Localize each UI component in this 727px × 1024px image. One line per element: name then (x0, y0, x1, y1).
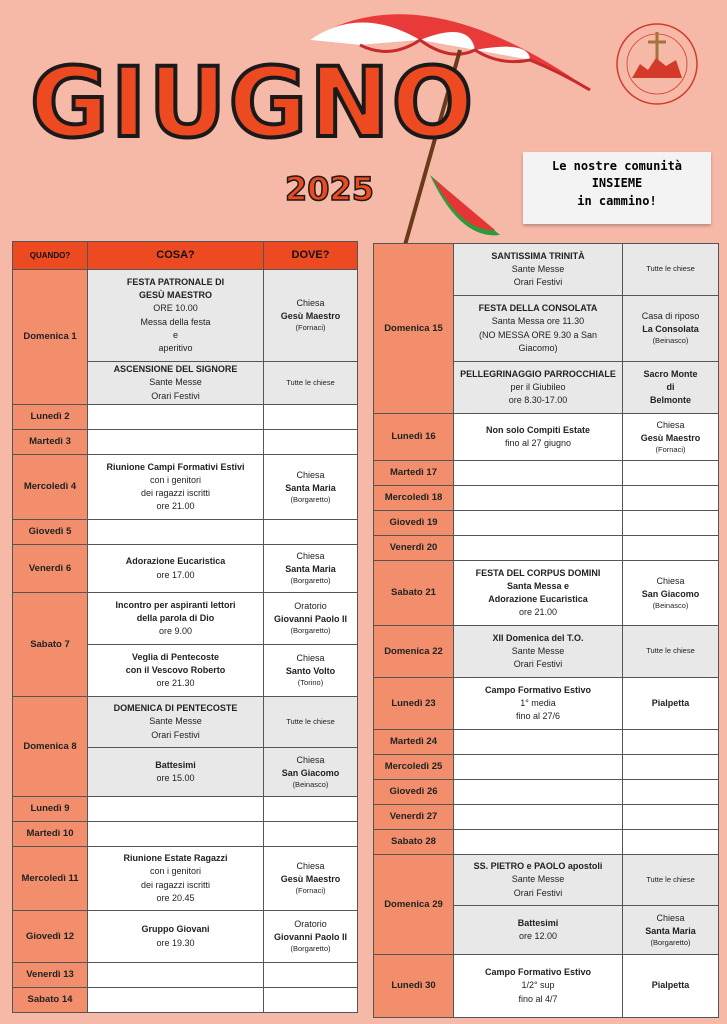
location-line: Chiesa (296, 551, 325, 562)
event-location (623, 755, 719, 780)
location-line: Gesù Maestro (280, 311, 341, 322)
event-line: Orari Festivi (513, 887, 563, 898)
event-description (454, 906, 623, 955)
table-row (374, 755, 719, 780)
event-line: per il Giubileo (510, 381, 566, 392)
event-description (454, 461, 623, 486)
event-line: Santa Messa e (506, 580, 570, 591)
event-description (454, 805, 623, 830)
table-row (13, 405, 358, 430)
schedule-table-right (373, 243, 719, 1018)
day-cell: Venerdì 13 (13, 963, 88, 988)
event-description (88, 430, 264, 455)
day-cell: Giovedì 26 (374, 780, 454, 805)
event-location (623, 244, 719, 296)
table-row (13, 545, 358, 593)
day-cell: Lunedì 16 (374, 414, 454, 461)
event-description (454, 561, 623, 626)
event-line: Sante Messe (511, 874, 565, 885)
event-location (264, 911, 358, 963)
event-description (454, 730, 623, 755)
location-line: (Borgaretto) (290, 576, 331, 586)
event-line: Riunione Campi Formativi Estivi (106, 461, 245, 472)
event-location (623, 414, 719, 461)
event-line: Messa della festa (140, 316, 211, 327)
event-description (88, 455, 264, 520)
day-cell: Venerdì 6 (13, 545, 88, 593)
location-line: La Consolata (642, 324, 699, 335)
event-description (454, 955, 623, 1018)
day-cell: Lunedì 23 (374, 678, 454, 730)
location-line: (Torino) (297, 678, 324, 688)
table-row (374, 414, 719, 461)
event-line: Orari Festivi (151, 390, 200, 401)
location-line: Santa Maria (645, 925, 696, 936)
table-row (374, 244, 719, 296)
event-line: Adorazione Eucaristica (125, 556, 226, 567)
event-line: FESTA DEL CORPUS DOMINI (475, 567, 601, 578)
day-cell: Lunedì 2 (13, 405, 88, 430)
location-line: (Fornaci) (295, 886, 326, 896)
table-row (13, 963, 358, 988)
event-line: della parola di Dio (136, 612, 215, 623)
event-line: Riunione Estate Ragazzi (123, 853, 228, 864)
event-line: Adorazione Eucaristica (488, 594, 588, 604)
day-cell: Giovedì 5 (13, 520, 88, 545)
event-line: FESTA PATRONALE DI (126, 277, 225, 288)
event-line: ore 12.00 (518, 931, 558, 941)
event-description (88, 593, 264, 645)
event-line: GESÙ MAESTRO (138, 290, 212, 301)
event-description (88, 270, 264, 362)
event-description (88, 545, 264, 593)
event-description (454, 296, 623, 362)
event-line: Gruppo Giovani (141, 924, 210, 935)
event-location (264, 593, 358, 645)
schedule-table-left (12, 241, 358, 1013)
location-line: Belmonte (649, 395, 691, 406)
note-line-3: in cammino! (577, 193, 657, 208)
location-line: Chiesa (656, 575, 685, 586)
location-line: Santo Volto (285, 666, 336, 677)
location-line: (Borgaretto) (290, 944, 331, 954)
event-location (264, 697, 358, 748)
event-description (88, 362, 264, 405)
event-description (454, 486, 623, 511)
event-location (264, 545, 358, 593)
location-line: Tutte le chiese (646, 264, 695, 274)
event-description (88, 645, 264, 697)
event-line: FESTA DELLA CONSOLATA (478, 303, 598, 314)
event-description (454, 678, 623, 730)
day-cell: Martedì 24 (374, 730, 454, 755)
table-row (374, 955, 719, 1018)
location-line: (Beinasco) (652, 336, 689, 346)
day-cell: Martedì 10 (13, 822, 88, 847)
event-location (264, 645, 358, 697)
location-line: (Borgaretto) (290, 494, 331, 504)
event-location (264, 847, 358, 911)
event-location (623, 536, 719, 561)
location-line: Chiesa (296, 298, 325, 309)
event-location (264, 797, 358, 822)
event-line: Sante Messe (511, 645, 565, 656)
event-description (454, 626, 623, 678)
location-line: Chiesa (296, 653, 325, 664)
event-location (623, 461, 719, 486)
table-row (13, 520, 358, 545)
event-location (623, 730, 719, 755)
day-cell: Martedì 17 (374, 461, 454, 486)
day-cell: Giovedì 19 (374, 511, 454, 536)
event-line: dei ragazzi iscritti (140, 488, 211, 498)
event-location (623, 855, 719, 906)
location-line: di (666, 381, 675, 392)
location-line: Gesù Maestro (280, 874, 341, 885)
event-line: con i genitori (149, 866, 202, 877)
event-line: con i genitori (149, 474, 202, 485)
table-row (13, 911, 358, 963)
event-line: Sante Messe (149, 716, 202, 727)
event-line: PELLEGRINAGGIO PARROCCHIALE (460, 368, 616, 379)
event-description (88, 822, 264, 847)
location-line: (Fornaci) (295, 323, 326, 333)
location-line: Oratorio (294, 919, 327, 930)
location-line: San Giacomo (641, 588, 700, 599)
day-cell: Mercoledì 11 (13, 847, 88, 911)
event-line: 1° media (520, 697, 556, 708)
event-description (88, 405, 264, 430)
event-location (623, 511, 719, 536)
table-row (374, 730, 719, 755)
table-row (13, 455, 358, 520)
table-row (374, 536, 719, 561)
day-cell: Giovedì 12 (13, 911, 88, 963)
event-description (88, 797, 264, 822)
event-location (264, 748, 358, 797)
location-line: Giovanni Paolo II (273, 932, 347, 943)
event-location (623, 805, 719, 830)
header-when: QUANDO? (13, 242, 88, 270)
event-line: fino al 4/7 (518, 993, 558, 1004)
event-line: Battesimi (155, 759, 196, 770)
location-line: Tutte le chiese (286, 377, 335, 387)
table-row (13, 270, 358, 362)
location-line: Giovanni Paolo II (273, 614, 347, 625)
event-description (454, 244, 623, 296)
location-line: Santa Maria (285, 482, 336, 493)
event-location (264, 362, 358, 405)
event-line: Giacomo) (518, 342, 558, 353)
event-description (88, 988, 264, 1013)
event-line: Orari Festivi (513, 659, 563, 670)
day-cell: Venerdì 27 (374, 805, 454, 830)
location-line: (Borgaretto) (650, 937, 691, 947)
day-cell: Lunedì 9 (13, 797, 88, 822)
event-description (454, 855, 623, 906)
day-cell: Lunedì 30 (374, 955, 454, 1018)
event-line: ore 19.30 (156, 937, 195, 948)
event-location (264, 430, 358, 455)
event-location (623, 678, 719, 730)
event-line: (NO MESSA ORE 9.30 a San (478, 329, 598, 340)
event-line: Orari Festivi (151, 729, 200, 740)
event-location (623, 486, 719, 511)
header-where: DOVE? (264, 242, 358, 270)
location-line: Tutte le chiese (286, 716, 335, 726)
event-location (623, 830, 719, 855)
table-row (374, 780, 719, 805)
event-location (623, 780, 719, 805)
day-cell: Domenica 8 (13, 697, 88, 797)
note-line-2: INSIEME (591, 176, 643, 191)
location-line: Chiesa (296, 861, 325, 872)
event-description (88, 911, 264, 963)
event-line: ore 8.30-17.00 (508, 395, 568, 406)
event-line: SANTISSIMA TRINITÀ (491, 250, 585, 261)
event-line: ore 17.00 (156, 569, 195, 580)
event-line: con il Vescovo Roberto (125, 664, 226, 675)
location-line: Chiesa (656, 419, 685, 430)
event-description (88, 963, 264, 988)
event-location (623, 561, 719, 626)
location-line: Chiesa (296, 754, 325, 765)
event-location (264, 405, 358, 430)
table-row (13, 430, 358, 455)
day-cell: Sabato 7 (13, 593, 88, 697)
event-description (454, 536, 623, 561)
event-line: dei ragazzi iscritti (140, 879, 211, 890)
location-line: Pialpetta (651, 697, 690, 708)
event-line: e (172, 329, 178, 340)
day-cell: Martedì 3 (13, 430, 88, 455)
day-cell: Sabato 14 (13, 988, 88, 1013)
location-line: (Borgaretto) (290, 626, 331, 636)
event-location (623, 362, 719, 414)
event-location (623, 955, 719, 1018)
location-line: Sacro Monte (643, 368, 698, 379)
event-line: 1/2° sup (521, 980, 555, 991)
location-line: Pialpetta (651, 980, 690, 991)
parish-logo (610, 12, 705, 117)
event-description (454, 511, 623, 536)
event-description (454, 780, 623, 805)
event-location (264, 270, 358, 362)
location-line: Gesù Maestro (640, 432, 701, 443)
table-row (13, 847, 358, 911)
page-title: GIUGNO (30, 47, 476, 159)
event-line: Non solo Compiti Estate (485, 424, 590, 435)
event-description (454, 755, 623, 780)
table-row (374, 626, 719, 678)
location-line: Santa Maria (285, 564, 336, 575)
day-cell: Domenica 15 (374, 244, 454, 414)
event-location (623, 626, 719, 678)
day-cell: Domenica 22 (374, 626, 454, 678)
header-what: COSA? (88, 242, 264, 270)
location-line: San Giacomo (281, 767, 340, 778)
event-description (454, 830, 623, 855)
event-location (264, 520, 358, 545)
day-cell: Mercoledì 25 (374, 755, 454, 780)
event-description (88, 520, 264, 545)
table-row (13, 593, 358, 645)
day-cell: Domenica 1 (13, 270, 88, 405)
table-row (374, 805, 719, 830)
table-row (374, 561, 719, 626)
event-line: aperitivo (158, 342, 193, 353)
event-line: ore 9.00 (158, 626, 193, 637)
day-cell: Mercoledì 4 (13, 455, 88, 520)
table-row (374, 461, 719, 486)
community-note (523, 152, 711, 224)
event-description (454, 414, 623, 461)
event-line: ore 20.45 (156, 892, 195, 903)
event-description (88, 697, 264, 748)
event-line: ASCENSIONE DEL SIGNORE (113, 364, 238, 375)
event-line: ore 21.00 (156, 501, 195, 512)
event-line: Santa Messa ore 11.30 (491, 316, 585, 327)
day-cell: Domenica 29 (374, 855, 454, 955)
event-location (623, 296, 719, 362)
event-line: Battesimi (517, 917, 559, 928)
event-line: Sante Messe (149, 377, 202, 388)
event-line: ore 21.00 (518, 607, 558, 618)
event-line: Orari Festivi (513, 277, 563, 288)
event-location (623, 906, 719, 955)
location-line: (Beinasco) (292, 779, 329, 789)
event-line: ore 15.00 (156, 773, 195, 783)
event-location (264, 455, 358, 520)
event-location (264, 988, 358, 1013)
location-line: (Beinasco) (652, 600, 689, 610)
event-description (88, 847, 264, 911)
table-row (13, 822, 358, 847)
event-line: ORE 10.00 (153, 303, 198, 314)
event-line: Campo Formativo Estivo (484, 967, 592, 978)
day-cell: Mercoledì 18 (374, 486, 454, 511)
table-row (13, 988, 358, 1013)
event-line: Veglia di Pentecoste (131, 651, 220, 662)
table-row (374, 511, 719, 536)
event-line: DOMENICA DI PENTECOSTE (113, 703, 238, 714)
event-line: fino al 27/6 (515, 711, 561, 722)
event-line: Sante Messe (511, 263, 565, 274)
event-description (454, 362, 623, 414)
table-row (374, 678, 719, 730)
location-line: Oratorio (294, 601, 327, 612)
location-line: Tutte le chiese (646, 646, 695, 656)
event-line: Incontro per aspiranti lettori (115, 599, 236, 610)
table-row (13, 697, 358, 748)
page-year: 2025 (285, 170, 375, 208)
day-cell: Sabato 28 (374, 830, 454, 855)
location-line: (Fornaci) (655, 444, 686, 454)
location-line: Chiesa (656, 912, 685, 923)
table-row (374, 855, 719, 906)
location-line: Casa di riposo (641, 311, 700, 322)
location-line: Tutte le chiese (646, 874, 695, 884)
event-line: XII Domenica del T.O. (492, 632, 584, 643)
table-row (374, 486, 719, 511)
event-line: SS. PIETRO e PAOLO apostoli (473, 861, 603, 872)
day-cell: Sabato 21 (374, 561, 454, 626)
event-line: ore 21.30 (156, 678, 195, 689)
location-line: Chiesa (296, 469, 325, 480)
event-location (264, 822, 358, 847)
table-row (13, 797, 358, 822)
event-description (88, 748, 264, 797)
day-cell: Venerdì 20 (374, 536, 454, 561)
event-location (264, 963, 358, 988)
event-line: fino al 27 giugno (504, 438, 572, 448)
table-row (374, 830, 719, 855)
event-line: Campo Formativo Estivo (484, 684, 592, 695)
note-line-1: Le nostre comunità (551, 159, 683, 173)
